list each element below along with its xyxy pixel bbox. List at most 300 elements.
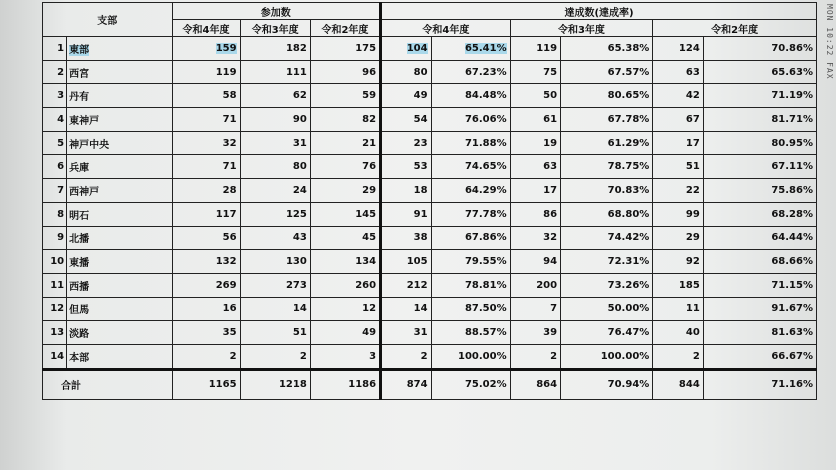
achieved-r2 — [653, 131, 703, 155]
achieved-r2 — [653, 179, 703, 203]
achieved-r3 — [510, 37, 560, 61]
branch-name-value: 明石 — [69, 210, 90, 222]
participants-r3 — [240, 108, 310, 132]
branch-name-value: 神戸中央 — [69, 139, 110, 151]
rate-r2 — [703, 297, 816, 321]
rate-r2-value: 65.63% — [771, 66, 813, 78]
participants-r3-value: 273 — [285, 279, 307, 291]
participants-r4-value: 132 — [215, 256, 237, 268]
rate-r4-value: 87.50% — [464, 303, 507, 315]
participants-r4 — [172, 60, 240, 84]
branch-name-value: 淡路 — [69, 329, 90, 341]
achieved-r3-value: 2 — [550, 350, 558, 362]
achieved-r3 — [510, 297, 560, 321]
participants-r3 — [240, 84, 310, 108]
rate-r3 — [561, 179, 653, 203]
table-row — [43, 155, 817, 179]
achieved-r4-value: 18 — [413, 184, 428, 196]
rate-r2 — [703, 321, 816, 345]
participants-r2-value: 59 — [362, 90, 377, 102]
achieved-r3-value: 94 — [543, 256, 558, 268]
rate-r3-value: 61.29% — [607, 137, 650, 149]
row-number-value: 11 — [50, 279, 65, 291]
achieved-r3 — [510, 60, 560, 84]
row-number-value: 9 — [57, 232, 65, 244]
branch-name-value: 但馬 — [69, 305, 90, 317]
participants-r3 — [240, 297, 310, 321]
rate-r4 — [431, 202, 510, 226]
total-participants-r3: 1218 — [240, 369, 310, 399]
branch-name — [67, 84, 172, 108]
participants-r3-value: 2 — [299, 350, 307, 362]
branch-name-value: 兵庫 — [69, 163, 90, 175]
achieved-r2-value: 185 — [678, 279, 700, 291]
participants-r4-value: 56 — [222, 232, 237, 244]
rate-r2 — [703, 37, 816, 61]
achieved-r2-value: 22 — [685, 184, 700, 196]
branch-name-value: 東播 — [69, 258, 90, 270]
participants-r2-value: 260 — [355, 279, 377, 291]
participants-r2 — [310, 131, 380, 155]
participants-r2 — [310, 37, 380, 61]
branch-name — [67, 37, 172, 61]
participants-r4-value: 16 — [222, 303, 237, 315]
achieved-r2 — [653, 250, 703, 274]
achieved-r4 — [381, 84, 431, 108]
participants-r3 — [240, 37, 310, 61]
participants-r3-value: 62 — [292, 90, 307, 102]
branch-name-value: 北播 — [69, 234, 90, 246]
achieved-r2-value: 11 — [685, 303, 700, 315]
table-row — [43, 84, 817, 108]
participants-r3 — [240, 321, 310, 345]
achieved-r2 — [653, 108, 703, 132]
branch-results-table — [42, 2, 817, 400]
branch-name-value: 東部 — [69, 44, 90, 56]
rate-r4 — [431, 226, 510, 250]
branch-name — [67, 344, 172, 369]
row-number — [43, 202, 67, 226]
rate-r2 — [703, 179, 816, 203]
participants-r4 — [172, 179, 240, 203]
row-number — [43, 108, 67, 132]
table-row — [43, 60, 817, 84]
achieved-r3 — [510, 108, 560, 132]
rate-r4-value: 71.88% — [464, 137, 507, 149]
achieved-r4 — [381, 202, 431, 226]
participants-r4-value: 269 — [215, 279, 237, 291]
rate-r3 — [561, 297, 653, 321]
participants-r3-value: 90 — [292, 113, 307, 125]
achieved-r2-value: 17 — [685, 137, 700, 149]
rate-r4-value: 88.57% — [464, 327, 507, 339]
rate-r2-value: 71.19% — [771, 90, 813, 102]
achieved-r3-value: 19 — [543, 137, 558, 149]
rate-r4 — [431, 155, 510, 179]
table-row — [43, 273, 817, 297]
achieved-r3 — [510, 321, 560, 345]
row-number-value: 2 — [57, 66, 65, 78]
rate-r4-value: 67.23% — [464, 66, 507, 78]
rate-r2-value: 81.63% — [771, 327, 813, 339]
rate-r3-value: 78.75% — [607, 161, 650, 173]
branch-name — [67, 155, 172, 179]
participants-r2-value: 175 — [355, 42, 377, 54]
total-participants-r4: 1165 — [172, 369, 240, 399]
participants-r4 — [172, 202, 240, 226]
row-number — [43, 179, 67, 203]
row-number-value: 4 — [57, 113, 65, 125]
rate-r2-value: 68.66% — [771, 256, 813, 268]
rate-r4 — [431, 344, 510, 369]
header-achievements: 達成数(達成率) — [381, 3, 817, 20]
participants-r3-value: 130 — [285, 256, 307, 268]
table-row — [43, 297, 817, 321]
participants-r3 — [240, 250, 310, 274]
achieved-r2 — [653, 155, 703, 179]
participants-r4-value: 71 — [222, 113, 237, 125]
header-participants-r2: 令和2年度 — [310, 20, 380, 37]
achieved-r4-value: 212 — [406, 279, 428, 291]
achieved-r3 — [510, 84, 560, 108]
branch-name — [67, 60, 172, 84]
participants-r4-value: 32 — [222, 137, 237, 149]
achieved-r2-value: 29 — [685, 232, 700, 244]
participants-r3-value: 182 — [285, 42, 307, 54]
participants-r4 — [172, 108, 240, 132]
total-row — [43, 369, 817, 399]
achieved-r4-value: 104 — [406, 42, 428, 54]
branch-name — [67, 321, 172, 345]
achieved-r3 — [510, 202, 560, 226]
participants-r2-value: 21 — [362, 137, 377, 149]
header-participants-r4: 令和4年度 — [172, 20, 240, 37]
rate-r2 — [703, 60, 816, 84]
rate-r2-value: 64.44% — [771, 232, 813, 244]
participants-r3 — [240, 202, 310, 226]
achieved-r3-value: 86 — [543, 208, 558, 220]
achieved-r4-value: 91 — [413, 208, 428, 220]
achieved-r3-value: 61 — [543, 113, 558, 125]
rate-r3-value: 72.31% — [607, 256, 650, 268]
achieved-r2-value: 67 — [685, 113, 700, 125]
row-number-value: 12 — [50, 303, 65, 315]
branch-name — [67, 108, 172, 132]
participants-r2 — [310, 84, 380, 108]
rate-r3 — [561, 108, 653, 132]
achieved-r2 — [653, 84, 703, 108]
rate-r4-value: 64.29% — [464, 184, 507, 196]
total-rate-r4: 75.02% — [431, 369, 510, 399]
participants-r4 — [172, 131, 240, 155]
rate-r4-value: 67.86% — [464, 232, 507, 244]
achieved-r4-value: 14 — [413, 303, 428, 315]
achieved-r4 — [381, 250, 431, 274]
achieved-r2 — [653, 202, 703, 226]
branch-name-value: 西宮 — [69, 68, 90, 80]
participants-r2-value: 76 — [362, 161, 377, 173]
achieved-r4-value: 53 — [413, 161, 428, 173]
rate-r4 — [431, 321, 510, 345]
rate-r3 — [561, 131, 653, 155]
achieved-r4-value: 23 — [413, 137, 428, 149]
participants-r2-value: 3 — [369, 350, 377, 362]
rate-r2 — [703, 250, 816, 274]
participants-r4-value: 159 — [215, 42, 237, 54]
table-row — [43, 179, 817, 203]
participants-r4-value: 119 — [215, 66, 237, 78]
participants-r3-value: 125 — [285, 208, 307, 220]
rate-r2-value: 81.71% — [771, 113, 813, 125]
rate-r4-value: 77.78% — [464, 208, 507, 220]
row-number-value: 5 — [57, 137, 65, 149]
participants-r3 — [240, 226, 310, 250]
achieved-r3-value: 63 — [543, 161, 558, 173]
row-number — [43, 273, 67, 297]
rate-r4-value: 79.55% — [464, 256, 507, 268]
participants-r2-value: 29 — [362, 184, 377, 196]
rate-r3-value: 74.42% — [607, 232, 650, 244]
achieved-r3-value: 7 — [550, 303, 558, 315]
row-number — [43, 37, 67, 61]
table-row — [43, 37, 817, 61]
participants-r2-value: 134 — [355, 256, 377, 268]
rate-r2 — [703, 108, 816, 132]
row-number-value: 3 — [57, 90, 65, 102]
achieved-r3 — [510, 131, 560, 155]
participants-r4-value: 35 — [222, 327, 237, 339]
header-participants: 参加数 — [172, 3, 381, 20]
row-number-value: 6 — [57, 161, 65, 173]
table-row — [43, 131, 817, 155]
branch-name-value: 本部 — [69, 352, 90, 364]
row-number — [43, 60, 67, 84]
participants-r3 — [240, 179, 310, 203]
rate-r4 — [431, 37, 510, 61]
achieved-r2-value: 124 — [678, 42, 700, 54]
achieved-r3-value: 32 — [543, 232, 558, 244]
participants-r3-value: 24 — [292, 184, 307, 196]
achieved-r3 — [510, 250, 560, 274]
participants-r4-value: 28 — [222, 184, 237, 196]
rate-r2-value: 70.86% — [771, 42, 813, 54]
participants-r2-value: 49 — [362, 327, 377, 339]
rate-r4 — [431, 60, 510, 84]
branch-name — [67, 250, 172, 274]
rate-r4-value: 65.41% — [464, 42, 507, 54]
participants-r2 — [310, 344, 380, 369]
branch-name — [67, 202, 172, 226]
branch-name — [67, 226, 172, 250]
rate-r3-value: 73.26% — [607, 279, 650, 291]
achieved-r3 — [510, 155, 560, 179]
achieved-r3-value: 17 — [543, 184, 558, 196]
row-number — [43, 297, 67, 321]
rate-r4 — [431, 84, 510, 108]
participants-r4-value: 2 — [229, 350, 237, 362]
row-number-value: 14 — [50, 350, 65, 362]
participants-r4 — [172, 297, 240, 321]
table-row — [43, 226, 817, 250]
participants-r2-value: 12 — [362, 303, 377, 315]
achieved-r2 — [653, 37, 703, 61]
achieved-r4 — [381, 37, 431, 61]
rate-r2-value: 71.15% — [771, 279, 813, 291]
participants-r2 — [310, 250, 380, 274]
achieved-r2-value: 40 — [685, 327, 700, 339]
table-row — [43, 108, 817, 132]
participants-r3-value: 31 — [292, 137, 307, 149]
achieved-r3 — [510, 179, 560, 203]
participants-r4-value: 58 — [222, 90, 237, 102]
achieved-r3-value: 119 — [536, 42, 558, 54]
achieved-r2-value: 92 — [685, 256, 700, 268]
rate-r4-value: 84.48% — [464, 90, 507, 102]
row-number — [43, 321, 67, 345]
rate-r2 — [703, 155, 816, 179]
achieved-r4 — [381, 131, 431, 155]
total-achieved-r4: 874 — [381, 369, 431, 399]
achieved-r4 — [381, 321, 431, 345]
achieved-r4-value: 80 — [413, 66, 428, 78]
participants-r3 — [240, 344, 310, 369]
achieved-r4 — [381, 155, 431, 179]
branch-name — [67, 179, 172, 203]
rate-r2-value: 68.28% — [771, 208, 813, 220]
participants-r4 — [172, 250, 240, 274]
table-row — [43, 321, 817, 345]
rate-r3 — [561, 60, 653, 84]
rate-r3 — [561, 84, 653, 108]
rate-r3-value: 65.38% — [607, 42, 650, 54]
branch-name — [67, 297, 172, 321]
rate-r3 — [561, 250, 653, 274]
achieved-r3-value: 39 — [543, 327, 558, 339]
participants-r2 — [310, 297, 380, 321]
achieved-r4-value: 49 — [413, 90, 428, 102]
participants-r4 — [172, 273, 240, 297]
achieved-r2 — [653, 273, 703, 297]
achieved-r3-value: 75 — [543, 66, 558, 78]
achieved-r2 — [653, 321, 703, 345]
rate-r2-value: 67.11% — [771, 161, 813, 173]
achieved-r3-value: 50 — [543, 90, 558, 102]
participants-r4 — [172, 344, 240, 369]
achieved-r4 — [381, 108, 431, 132]
total-label: 合計 — [43, 369, 173, 399]
participants-r3-value: 43 — [292, 232, 307, 244]
achieved-r4 — [381, 60, 431, 84]
participants-r3 — [240, 60, 310, 84]
row-number — [43, 131, 67, 155]
row-number-value: 8 — [57, 208, 65, 220]
rate-r2-value: 66.67% — [771, 350, 813, 362]
rate-r3-value: 70.83% — [607, 184, 650, 196]
rate-r3-value: 67.57% — [607, 66, 650, 78]
row-number-value: 10 — [50, 256, 65, 268]
total-achieved-r3: 864 — [510, 369, 560, 399]
header-achievements-r3: 令和3年度 — [510, 20, 653, 37]
rate-r4 — [431, 131, 510, 155]
participants-r2 — [310, 321, 380, 345]
achieved-r4-value: 105 — [406, 256, 428, 268]
achieved-r4-value: 54 — [413, 113, 428, 125]
participants-r3-value: 51 — [292, 327, 307, 339]
branch-name — [67, 273, 172, 297]
achieved-r4-value: 2 — [420, 350, 428, 362]
row-number — [43, 226, 67, 250]
achieved-r3 — [510, 344, 560, 369]
rate-r2 — [703, 202, 816, 226]
rate-r3 — [561, 273, 653, 297]
branch-name-value: 東神戸 — [69, 115, 100, 127]
rate-r3 — [561, 37, 653, 61]
rate-r3 — [561, 344, 653, 369]
total-rate-r2: 71.16% — [703, 369, 816, 399]
rate-r4 — [431, 108, 510, 132]
table-row — [43, 250, 817, 274]
achieved-r4 — [381, 179, 431, 203]
row-number — [43, 250, 67, 274]
rate-r2-value: 75.86% — [771, 184, 813, 196]
rate-r4 — [431, 297, 510, 321]
participants-r2-value: 96 — [362, 66, 377, 78]
rate-r4 — [431, 273, 510, 297]
row-number — [43, 344, 67, 369]
branch-name-value: 西神戸 — [69, 186, 100, 198]
row-number — [43, 84, 67, 108]
branch-name-value: 丹有 — [69, 92, 90, 104]
achieved-r4 — [381, 297, 431, 321]
participants-r2-value: 82 — [362, 113, 377, 125]
achieved-r4 — [381, 273, 431, 297]
rate-r4-value: 76.06% — [464, 113, 507, 125]
achieved-r2 — [653, 344, 703, 369]
row-number — [43, 155, 67, 179]
achieved-r2-value: 63 — [685, 66, 700, 78]
participants-r3-value: 80 — [292, 161, 307, 173]
rate-r3 — [561, 321, 653, 345]
participants-r2 — [310, 108, 380, 132]
participants-r2-value: 145 — [355, 208, 377, 220]
participants-r4-value: 71 — [222, 161, 237, 173]
participants-r2-value: 45 — [362, 232, 377, 244]
achieved-r4 — [381, 226, 431, 250]
row-number-value: 1 — [57, 42, 65, 54]
rate-r3-value: 68.80% — [607, 208, 650, 220]
table-row — [43, 202, 817, 226]
rate-r2-value: 91.67% — [771, 303, 813, 315]
rate-r3-value: 80.65% — [607, 90, 650, 102]
participants-r3 — [240, 273, 310, 297]
row-number-value: 7 — [57, 184, 65, 196]
header-participants-r3: 令和3年度 — [240, 20, 310, 37]
participants-r2 — [310, 60, 380, 84]
rate-r4 — [431, 250, 510, 274]
header-branch: 支部 — [43, 3, 173, 37]
rate-r3-value: 50.00% — [607, 303, 650, 315]
rate-r3 — [561, 226, 653, 250]
participants-r2 — [310, 273, 380, 297]
participants-r3 — [240, 155, 310, 179]
rate-r2 — [703, 131, 816, 155]
rate-r2 — [703, 273, 816, 297]
branch-name-value: 西播 — [69, 281, 90, 293]
rate-r3-value: 67.78% — [607, 113, 650, 125]
achieved-r2-value: 51 — [685, 161, 700, 173]
participants-r2 — [310, 179, 380, 203]
participants-r4 — [172, 321, 240, 345]
